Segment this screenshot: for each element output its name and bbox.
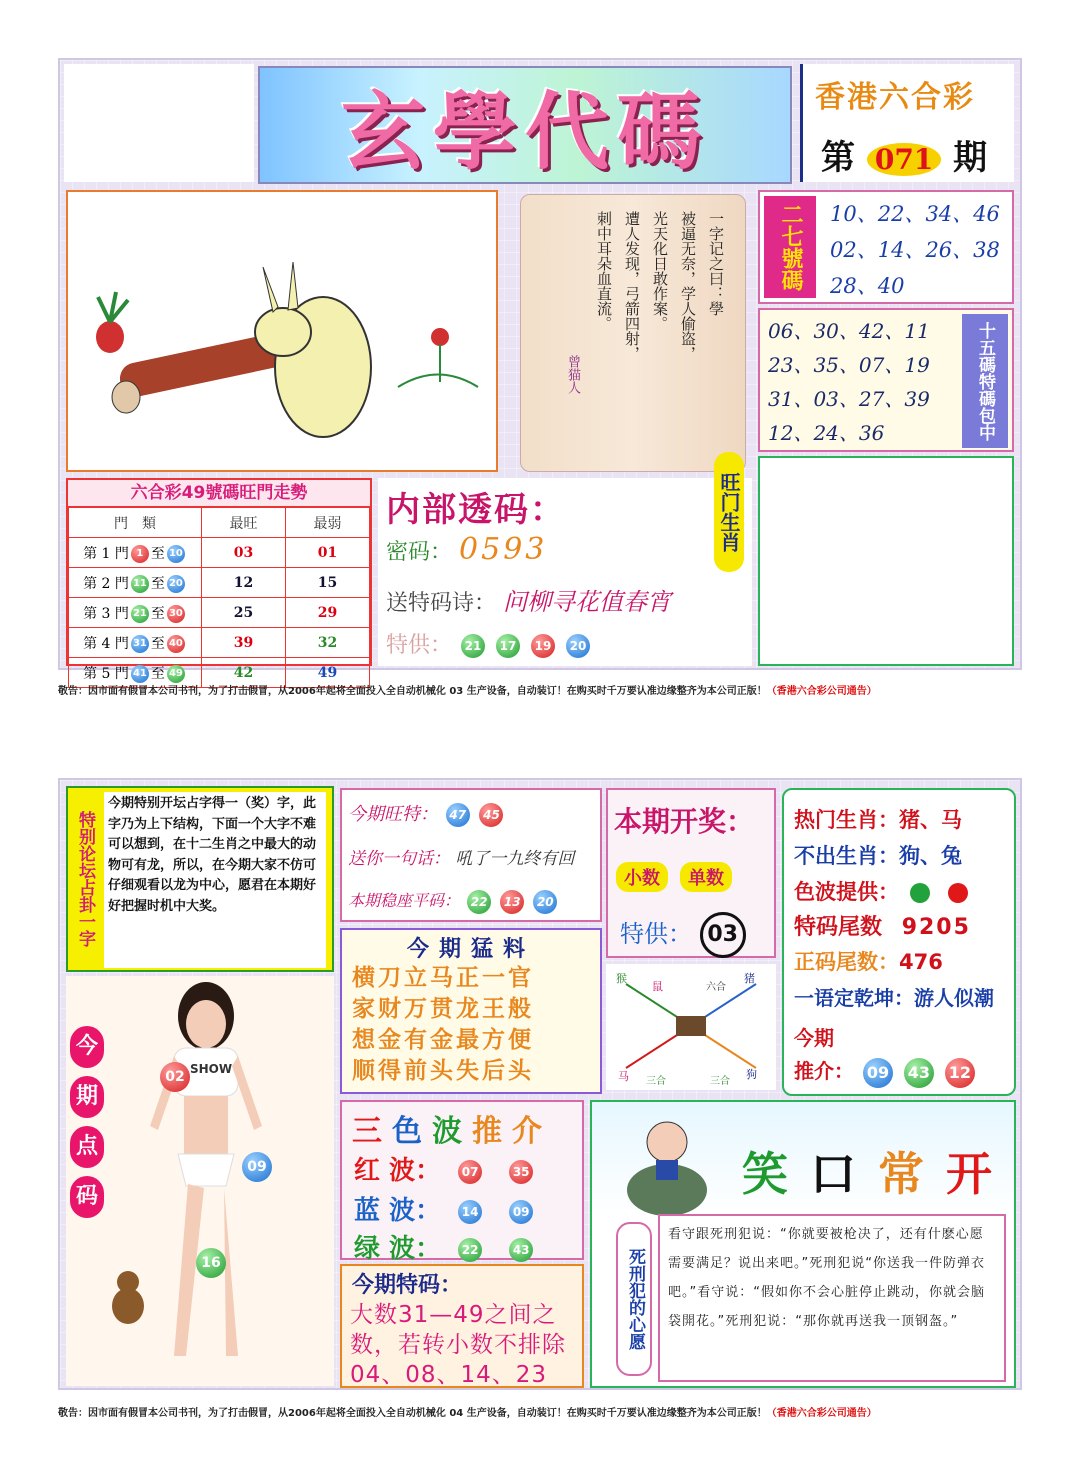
model-area: [66, 976, 334, 1386]
points-label-1: 今: [70, 1026, 104, 1068]
model-shirt-text: SHOW: [190, 1062, 233, 1076]
seven-line-2: 02、14、26、38: [830, 238, 1000, 262]
fifteen-line-2: 23、35、07、19: [768, 353, 930, 377]
issue-number: 071: [867, 143, 941, 176]
fierce-line-3: 想金有金最方便: [352, 1027, 534, 1053]
fierce-box: [340, 928, 602, 1094]
draw-box: 本期开奖： 小数 单数 特供： 03: [606, 788, 776, 958]
seven-line-3: 28、40: [830, 274, 905, 298]
money-bag-icon: [612, 1112, 722, 1222]
forum-label: 特别论坛占卦一字: [70, 790, 100, 968]
fierce-line-2: 家财万贯龙王般: [352, 996, 534, 1022]
special-poem: 问柳寻花值春宵: [503, 588, 672, 616]
points-label-3: 点: [70, 1126, 104, 1168]
table-row: 第 5 門 41 至 49 42 49: [69, 658, 370, 688]
seven-numbers-box: [758, 190, 1014, 304]
forum-box: [66, 786, 334, 972]
wave-blue-row: 蓝 波： 14 09: [354, 1190, 535, 1227]
brand-box: [800, 64, 1014, 182]
seven-line-1: 10、22、34、46: [830, 202, 1000, 226]
draw-special-number: 03: [700, 912, 746, 958]
fifteen-label: 十五碼特碼包中: [962, 314, 1008, 448]
scroll-line-2: 光天化日敢作案。: [651, 211, 669, 331]
brand-name: 香港六合彩: [815, 80, 975, 115]
model-number-2: 09: [242, 1152, 272, 1182]
fierce-line-4: 顺得前头失后头: [352, 1058, 534, 1084]
issue-line: 第 071 期: [821, 138, 988, 178]
fierce-title: 今期猛料: [406, 937, 535, 962]
table-row: 第 3 門 21 至 30 25 29: [69, 598, 370, 628]
fierce-line-1: 横刀立马正一官: [352, 965, 534, 991]
model-number-3: 16: [196, 1248, 226, 1278]
fifteen-line-3: 31、03、27、39: [768, 387, 930, 411]
special-code-box: [340, 1264, 584, 1388]
blank-green-box: [758, 456, 1014, 666]
right-info-box: 热门生肖：猪、马 不出生肖：狗、兔 色波提供： 特码尾数 9205 正码尾数：476 一语定乾坤：游人似潮 今期 推介： 09 43 12: [782, 788, 1016, 1096]
draw-title: 本期开奖：: [614, 805, 755, 838]
special-code-text: 大数31—49之间之数，若转小数不排除04、08、14、23: [350, 1302, 566, 1388]
story-label: 死刑犯的心愿: [616, 1222, 652, 1376]
story-text: 看守跟死刑犯说：“你就要被枪决了，还有什麽心愿需要满足？说出来吧。”死刑犯说“你送我一件防弹衣吧。”看守说：“假如你不会心脏停止跳动，你就会脑袋開花。”死刑犯说：“那你就再送我一顶钢盔。”: [658, 1214, 1006, 1382]
doors-title: 六合彩49號碼旺門走勢: [68, 480, 370, 507]
fifteen-numbers-box: [758, 308, 1014, 452]
inside-title: 内部透码：: [386, 490, 566, 530]
poem-scroll: [520, 194, 746, 472]
three-waves-box: 三色波推介 红 波： 07 35 蓝 波： 14 09 绿 波： 22 43: [340, 1100, 584, 1260]
rabbit-illustration: [66, 190, 498, 472]
scroll-line-1: 被逼无奈，学人偷盗，: [679, 211, 697, 361]
scroll-line-4: 刺中耳朵血直流。: [595, 211, 613, 331]
top-notice: 敬告：因市面有假冒本公司书刊，为了打击假冒，从2006年起将全面投入全自动机械化 03 生产设备，自动装订！在购买时千万要认准边缘整齐为本公司正版！（香港六合彩公司通告）: [58, 686, 877, 697]
forum-text: 今期特别开坛占字得一（奖）字，此字乃为上下结构，下面一个大字不难可以想到，在十二生肖之中最大的动物可有龙，所以，在今期大家不仿可仔细观看以龙为中心，愿君在本期好好把握时机中大奖。: [104, 792, 326, 968]
doors-table-box: [66, 478, 372, 682]
secret-code: 0593: [459, 532, 548, 567]
seven-label: 二七號碼: [764, 196, 816, 298]
bottom-notice: 敬告：因市面有假冒本公司书刊，为了打击假冒，从2006年起将全面投入全自动机械化 04 生产设备，自动装订！在购买时千万要认准边缘整齐为本公司正版！（香港六合彩公司通告）: [58, 1408, 877, 1419]
title-banner: [258, 66, 792, 184]
wang-box: 今期旺特： 47 45 送你一句话： 吼了一九终有回 本期稳座平码： 22 13 20: [340, 788, 602, 922]
wave-red-row: 红 波： 07 35: [354, 1150, 535, 1187]
doors-table: 門 類 最旺 最弱 第 1 門 1 至 10 03 01 第 2 門 11 至 20 12 15 第 3 門 21 至 30 25 29 第 4 門 31 至 40 39 32 第 5 門 41 至 49 42 49: [68, 507, 370, 688]
inside-code-box: 内部透码： 密码： 0593 送特码诗： 问柳寻花值春宵 特供： 21 17 19 20 旺门生肖: [378, 478, 752, 666]
points-label-4: 码: [70, 1176, 104, 1218]
draw-tag-odd: 单数: [680, 862, 732, 892]
color-dot-green: [910, 883, 930, 903]
color-dot-red: [948, 883, 968, 903]
scroll-author: 曾猫人: [565, 355, 580, 394]
compass-box: 猴 鼠 六合 猪 马 三合 三合 狗: [606, 964, 776, 1090]
model-number-1: 02: [160, 1062, 190, 1092]
points-label-2: 期: [70, 1076, 104, 1118]
table-row: 第 1 門 1 至 10 03 01: [69, 538, 370, 568]
model-figure: [66, 976, 334, 1386]
fifteen-line-4: 12、24、36: [768, 421, 885, 445]
scroll-heading: 一字记之曰：學: [707, 211, 725, 316]
draw-tag-small: 小数: [616, 862, 668, 892]
rabbit-drawing: [68, 192, 496, 470]
fifteen-line-1: 06、30、42、11: [768, 319, 930, 343]
blank-corner: [64, 64, 254, 182]
special-code-title: 今期特码：: [352, 1273, 463, 1298]
wave-green-row: 绿 波： 22 43: [354, 1228, 535, 1265]
page-title: 玄學代碼: [340, 81, 709, 181]
laugh-box: 笑口常开 死刑犯的心愿 看守跟死刑犯说：“你就要被枪决了，还有什麽心愿需要满足？说出来吧。”死刑犯说“你送我一件防弹衣吧。”看守说：“假如你不会心脏停止跳动，你就会脑袋開花。”死刑犯说：“那你就再送我一顶钢盔。”: [590, 1100, 1016, 1388]
wang-zodiac-label: 旺门生肖: [714, 452, 744, 572]
table-row: 第 4 門 31 至 40 39 32: [69, 628, 370, 658]
scroll-line-3: 遭人发现，弓箭四射，: [623, 211, 641, 361]
table-row: 第 2 門 11 至 20 12 15: [69, 568, 370, 598]
